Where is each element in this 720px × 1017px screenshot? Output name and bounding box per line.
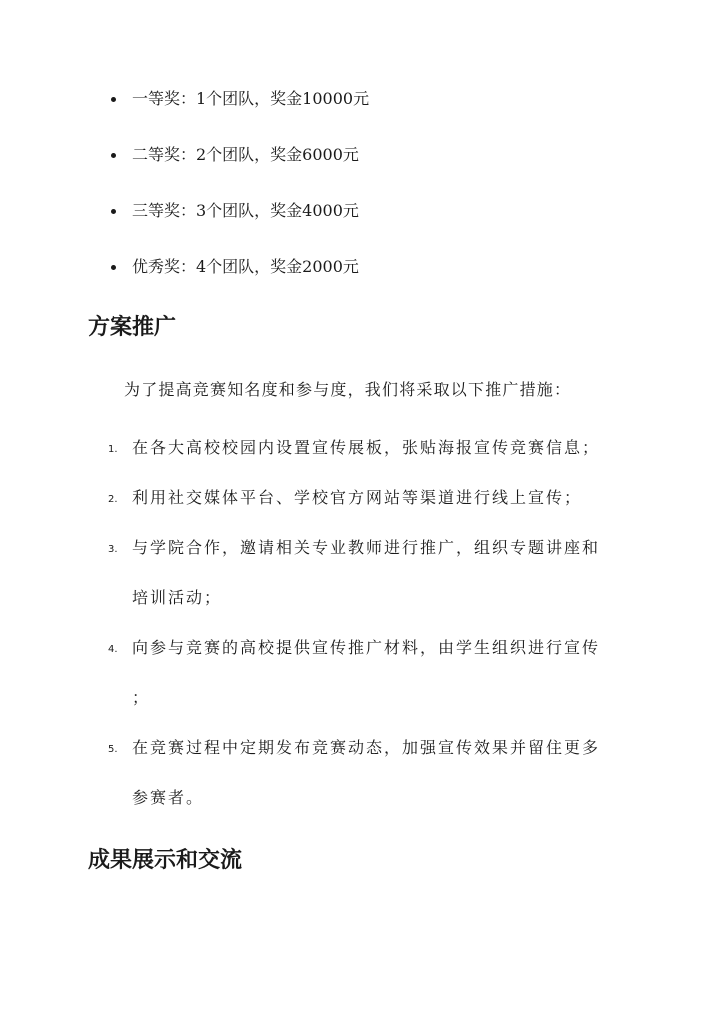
bullet-dot-icon: [111, 97, 116, 102]
prize-list: [108, 84, 369, 308]
prize-text: 一等奖：1个团队，奖金10000元: [132, 89, 370, 108]
list-number: 4.: [108, 644, 118, 655]
list-item: [108, 252, 369, 308]
list-item: [108, 196, 369, 252]
list-item-text: 在各大高校校园内设置宣传展板，张贴海报宣传竞赛信息；: [132, 438, 601, 457]
bullet-dot-icon: [111, 265, 116, 270]
promotion-measures-list: [104, 433, 624, 833]
list-item-text-continued: ；: [132, 688, 151, 707]
list-item-text: 在竞赛过程中定期发布竞赛动态，加强宣传效果并留住更多: [132, 738, 601, 757]
list-item-text-continued: 培训活动；: [132, 588, 223, 607]
list-item: [108, 140, 369, 196]
section-heading-results: 成果展示和交流: [88, 847, 243, 873]
list-item-text: 利用社交媒体平台、学校官方网站等渠道进行线上宣传；: [132, 488, 583, 507]
bullet-dot-icon: [111, 209, 116, 214]
prize-text: 优秀奖：4个团队，奖金2000元: [132, 257, 359, 276]
prize-text: 三等奖：3个团队，奖金4000元: [132, 201, 359, 220]
list-number: 5.: [108, 744, 118, 755]
list-number: 3.: [108, 544, 118, 555]
list-item: [104, 633, 624, 713]
list-number: 2.: [108, 494, 118, 505]
bullet-dot-icon: [111, 153, 116, 158]
promotion-intro: 为了提高竞赛知名度和参与度，我们将采取以下推广措施：: [124, 380, 572, 399]
list-item: [104, 733, 624, 813]
list-number: 1.: [108, 444, 118, 455]
list-item-text: 与学院合作，邀请相关专业教师进行推广，组织专题讲座和: [132, 538, 601, 557]
list-item: [108, 84, 369, 140]
list-item-text-continued: 参赛者。: [132, 788, 205, 807]
list-item: [104, 483, 624, 513]
prize-text: 二等奖：2个团队，奖金6000元: [132, 145, 359, 164]
section-heading-promotion: 方案推广: [88, 314, 177, 340]
list-item-text: 向参与竞赛的高校提供宣传推广材料，由学生组织进行宣传: [132, 638, 601, 657]
list-item: [104, 433, 624, 463]
list-item: [104, 533, 624, 613]
